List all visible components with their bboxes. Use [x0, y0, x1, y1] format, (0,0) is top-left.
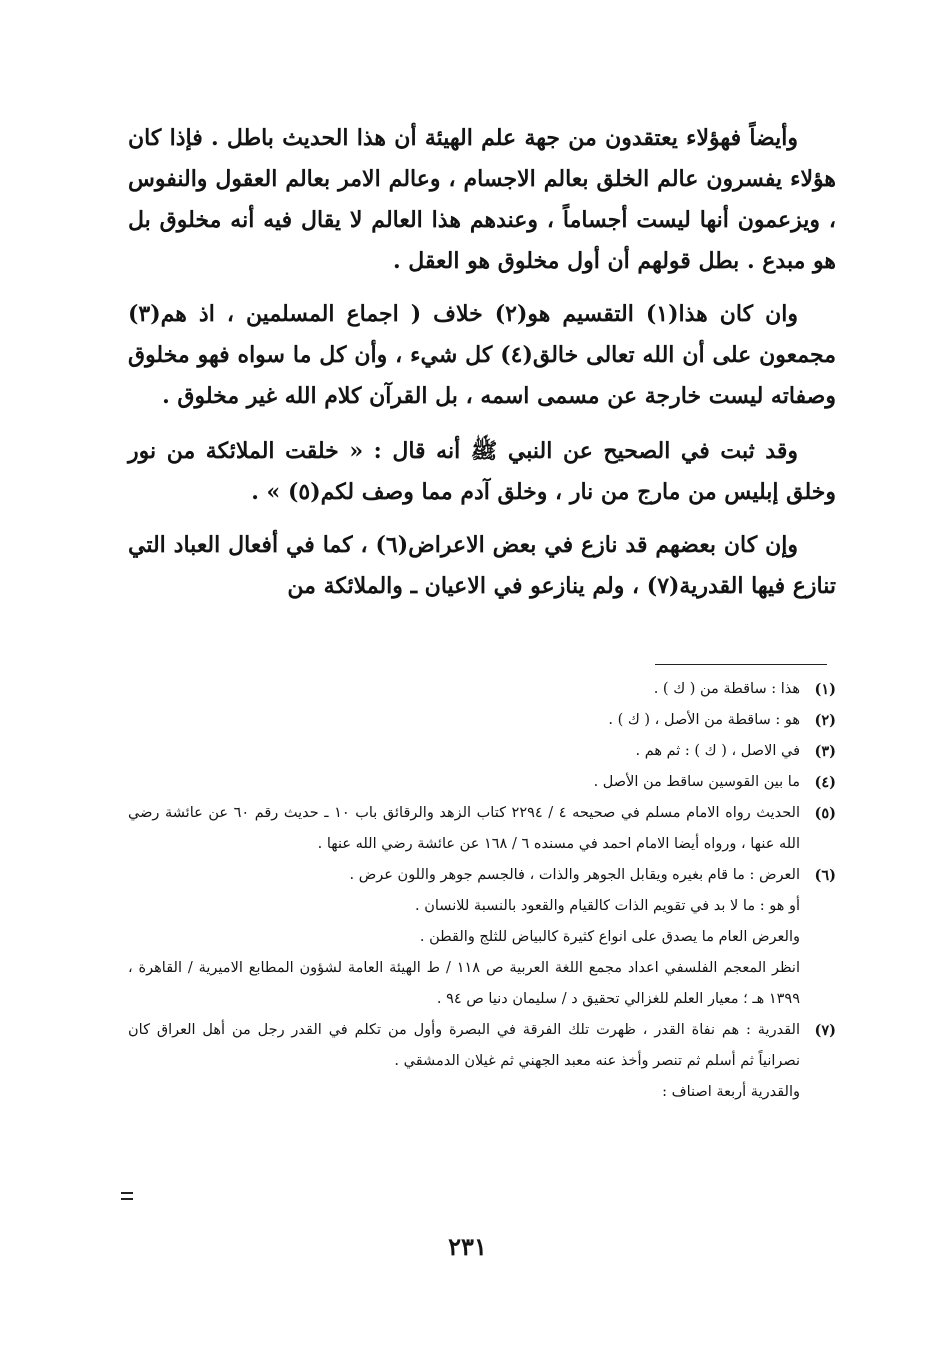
footnote-number: (٢) — [814, 712, 836, 729]
footnote-number: (٥) — [814, 805, 836, 822]
footnote-text: والقدرية أربعة اصناف : — [662, 1084, 800, 1100]
main-text — [128, 118, 836, 619]
footnotes — [128, 674, 836, 1108]
footnote — [128, 736, 836, 767]
paragraph: وإن كان بعضهم قد نازع في بعض الاعراض(٦) ، كما في أفعال العباد التي تنازع فيها القدرية(٧) ، ولم ينازعو في الاعيان ـ والملائكة من — [128, 532, 836, 599]
footnote — [128, 798, 836, 860]
footnote-text: في الاصل ، ( ك ) : ثم هم . — [635, 743, 800, 759]
paragraph: وان كان هذا(١) التقسيم هو(٢) خلاف ( اجماع المسلمين ، اذ هم(٣) مجمعون على أن الله تعالى خالق(٤) كل شيء ، وأن كل ما سواه فهو مخلوق وصفاته ليست خارجة عن مسمى اسمه ، بل القرآن كلام الله غير مخلوق . — [128, 301, 836, 409]
footnote — [128, 860, 836, 1015]
footnote-text: ما بين القوسين ساقط من الأصل . — [593, 774, 800, 790]
footnote-number: (٧) — [814, 1022, 836, 1039]
footnote-text: هذا : ساقطة من ( ك ) . — [653, 681, 800, 697]
footnote-text: والعرض العام ما يصدق على انواع كثيرة كالبياض للثلج والقطن . — [419, 929, 800, 945]
footnote-number: (٣) — [814, 743, 836, 760]
footnote — [128, 674, 836, 705]
footnote-text: أو هو : ما لا بد في تقويم الذات كالقيام والقعود بالنسبة للانسان . — [415, 898, 800, 914]
continuation-marker — [121, 1192, 133, 1200]
footnote — [128, 767, 836, 798]
paragraph: وقد ثبت في الصحيح عن النبي ﷺ أنه قال : « خلقت الملائكة من نور وخلق إبليس من مارج من نار ، وخلق آدم مما وصف لكم(٥) » . — [128, 438, 836, 505]
footnote-number: (٦) — [814, 867, 836, 884]
footnote-number: (٤) — [814, 774, 836, 791]
footnote-text: هو : ساقطة من الأصل ، ( ك ) . — [608, 712, 800, 728]
footnote-text: الحديث رواه الامام مسلم في صحيحه ٤ / ٢٢٩٤ كتاب الزهد والرقائق باب ١٠ ـ حديث رقم ٦٠ عن عائشة رضي الله عنها ، ورواه أيضا الامام احمد في مسنده ٦ / ١٦٨ عن عائشة رضي الله عنها . — [128, 805, 800, 852]
footnote — [128, 1015, 836, 1108]
footnote-number: (١) — [814, 681, 836, 698]
footnote-separator — [655, 664, 827, 665]
footnote — [128, 705, 836, 736]
paragraph: وأيضاً فهؤلاء يعتقدون من جهة علم الهيئة أن هذا الحديث باطل . فإذا كان هؤلاء يفسرون عالم الخلق بعالم الاجسام ، وعالم الامر بعالم العقول والنفوس ، ويزعمون أنها ليست أجساماً ، وعندهم هذا العالم لا يقال فيه أنه مخلوق بل هو مبدع . بطل قولهم أن أول مخلوق هو العقل . — [128, 125, 836, 274]
footnote-text: القدرية : هم نفاة القدر ، ظهرت تلك الفرقة في البصرة وأول من تكلم في القدر رجل من أهل العراق كان نصرانياً ثم أسلم ثم تنصر وأخذ عنه معبد الجهني ثم غيلان الدمشقي . — [128, 1022, 800, 1069]
page-number: ٢٣١ — [448, 1232, 487, 1261]
footnote-text: انظر المعجم الفلسفي اعداد مجمع اللغة العربية ص ١١٨ / ط الهيئة العامة لشؤون المطابع الاميرية / القاهرة ، ١٣٩٩ هـ ؛ معيار العلم للغزالي تحقيق د / سليمان دنيا ص ٩٤ . — [128, 960, 800, 1007]
footnote-text: العرض : ما قام بغيره ويقابل الجوهر والذات ، فالجسم جوهر واللون عرض . — [349, 867, 800, 883]
